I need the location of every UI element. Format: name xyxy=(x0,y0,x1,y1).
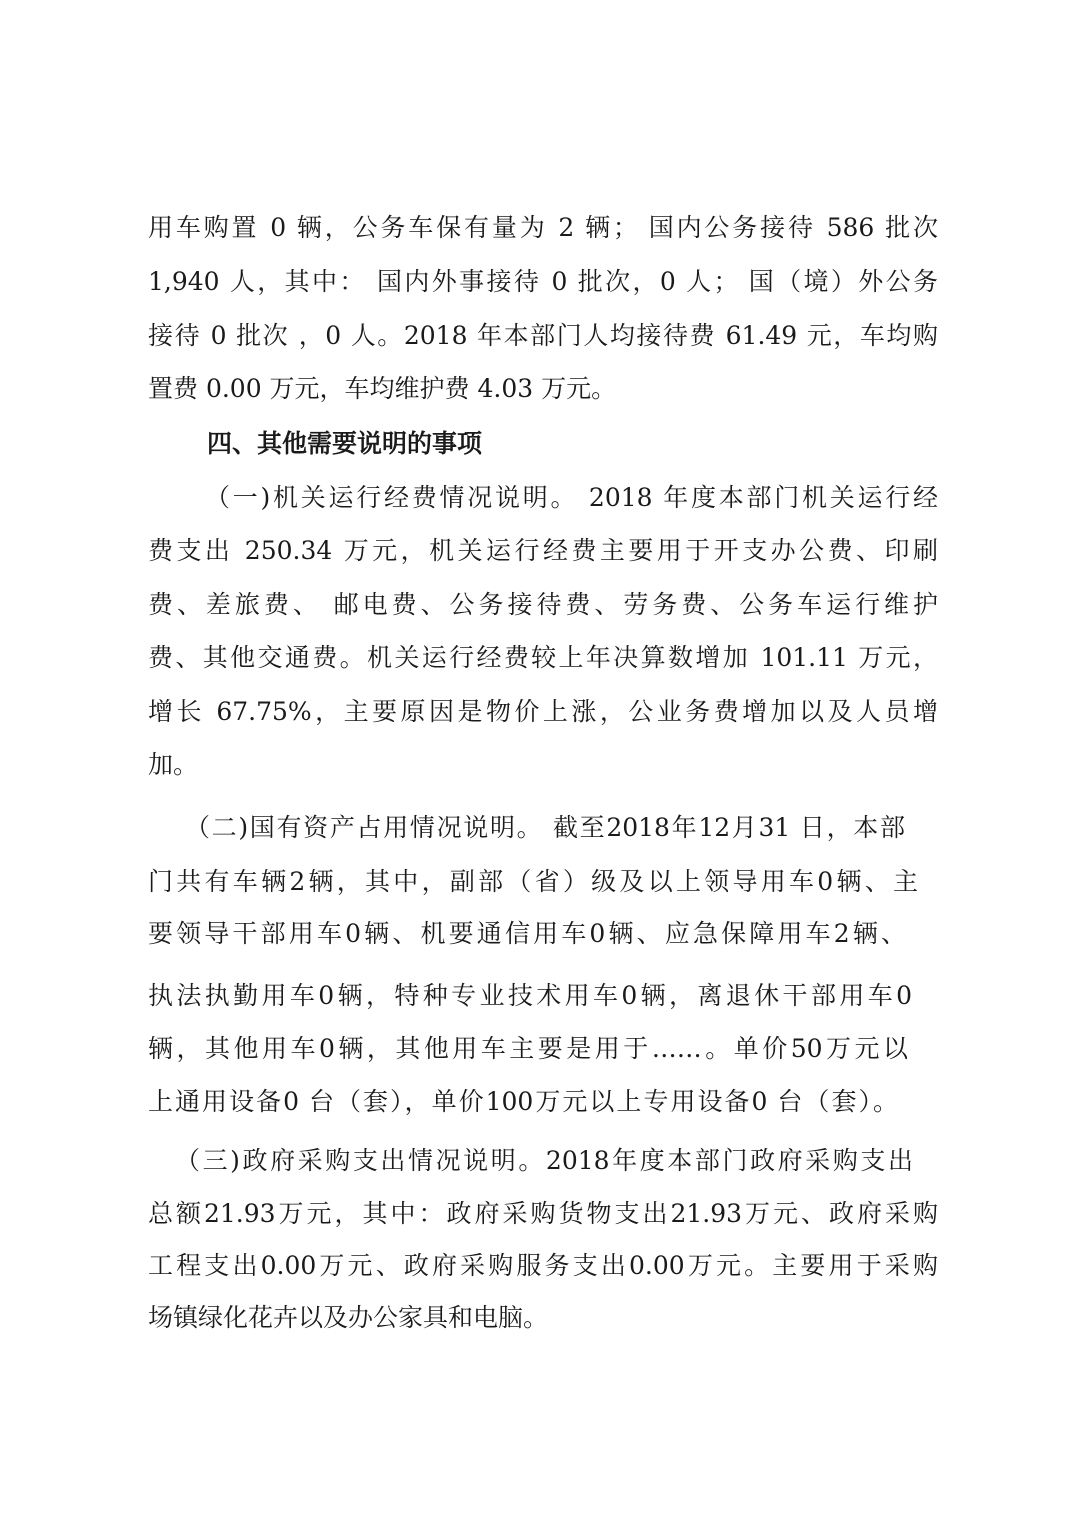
paragraph-line: 执法执勤用车0辆，特种专业技术用车0辆，离退休干部用车0 xyxy=(148,981,912,1010)
paragraph-line: 费支出 250.34 万元，机关运行经费主要用于开支办公费、印刷 xyxy=(148,536,938,565)
paragraph-line: 用车购置 0 辆，公务车保有量为 2 辆； 国内公务接待 586 批次 xyxy=(148,213,938,242)
paragraph-line: 费、其他交通费。机关运行经费较上年决算数增加 101.11 万元， xyxy=(148,643,938,672)
paragraph-line: 总额21.93万元，其中：政府采购货物支出21.93万元、政府采购 xyxy=(148,1199,938,1228)
paragraph-line: （三)政府采购支出情况说明。2018年度本部门政府采购支出 xyxy=(175,1146,913,1175)
paragraph-line: 上通用设备0 台（套），单价100万元以上专用设备0 台（套）。 xyxy=(148,1087,898,1116)
section-heading: 四、其他需要说明的事项 xyxy=(207,429,483,458)
paragraph-line: 置费 0.00 万元，车均维护费 4.03 万元。 xyxy=(148,374,617,403)
paragraph-line: 费、差旅费、 邮电费、公务接待费、劳务费、公务车运行维护 xyxy=(148,590,938,619)
paragraph-line: 1,940 人，其中： 国内外事接待 0 批次，0 人； 国（境）外公务 xyxy=(148,267,938,296)
paragraph-line: 增长 67.75%，主要原因是物价上涨，公业务费增加以及人员增 xyxy=(148,697,938,726)
paragraph-line: 门共有车辆2辆，其中，副部（省）级及以上领导用车0辆、主 xyxy=(148,867,918,896)
paragraph-line: （二)国有资产占用情况说明。 截至2018年12月31 日，本部 xyxy=(185,813,905,842)
paragraph-line: 加。 xyxy=(148,750,199,779)
paragraph-line: （一)机关运行经费情况说明。 2018 年度本部门机关运行经 xyxy=(205,483,938,512)
paragraph-line: 工程支出0.00万元、政府采购服务支出0.00万元。主要用于采购 xyxy=(148,1251,938,1280)
paragraph-line: 要领导干部用车0辆、机要通信用车0辆、应急保障用车2辆、 xyxy=(148,919,906,948)
paragraph-line: 场镇绿化花卉以及办公家具和电脑。 xyxy=(148,1303,549,1332)
paragraph-line: 辆，其他用车0辆，其他用车主要是用于……。单价50万元以 xyxy=(148,1034,908,1063)
paragraph-line: 接待 0 批次 ，0 人。2018 年本部门人均接待费 61.49 元，车均购 xyxy=(148,321,938,350)
